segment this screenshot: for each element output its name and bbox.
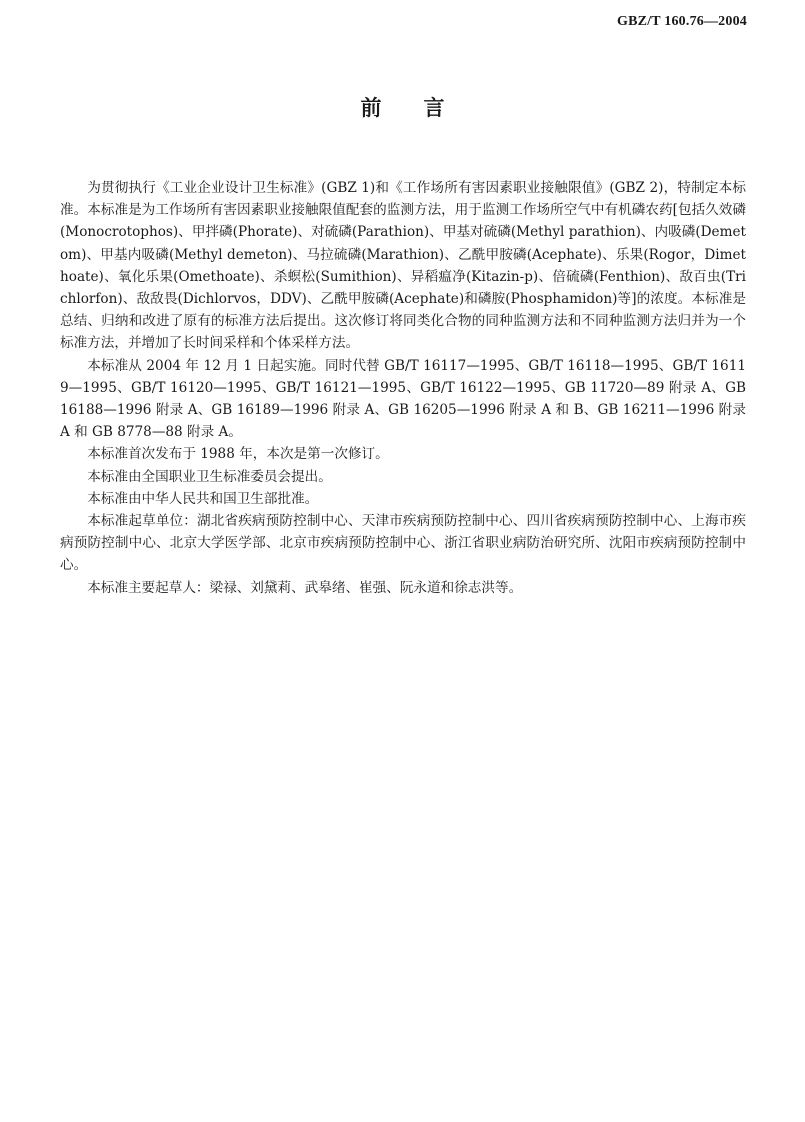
paragraph-purpose: 为贯彻执行《工业企业设计卫生标准》(GBZ 1)和《工作场所有害因素职业接触限值》(GBZ 2)，特制定本标准。本标准是为工作场所有害因素职业接触限值配套的监测方法，用于监测工作场所空气中有机磷农药[包括久效磷(Monocrotophos)、甲拌磷(Phorate)、对硫磷(Parathion)、甲基对硫磷(Methyl parathion)、内吸磷(Demetom)、甲基内吸磷(Methyl demeton)、马拉硫磷(Marathion)、乙酰甲胺磷(Acephate)、乐果(Rogor，Dimethoate)、氧化乐果(Omethoate)、杀螟松(Sumithion)、异稻瘟净(Kitazin-p)、倍硫磷(Fenthion)、敌百虫(Trichlorfon)、敌敌畏(Dichlorvos，DDV)、乙酰甲胺磷(Acephate)和磷胺(Phosphamidon)等]的浓度。本标准是总结、归纳和改进了原有的标准方法后提出。这次修订将同类化合物的同种监测方法和不同种监测方法归并为一个标准方法，并增加了长时间采样和个体采样方法。 — [60, 180, 746, 352]
title-char-2: 言 — [423, 96, 445, 120]
paragraph-first-issue: 本标准首次发布于 1988 年，本次是第一次修订。 — [87, 446, 389, 463]
page-title — [0, 92, 805, 122]
paragraph-proposed-by: 本标准由全国职业卫生标准委员会提出。 — [87, 468, 332, 485]
paragraph-effective-date: 本标准从 2004 年 12 月 1 日起实施。同时代替 GB/T 16117—1995、GB/T 16118—1995、GB/T 16119—1995、GB/T 16120—1995、GB/T 16121—1995、GB/T 16122—1995、GB 11720—89 附录 A、GB 16188—1996 附录 A、GB 16189—1996 附录 A、GB 16205—1996 附录 A 和 B、GB 16211—1996 附录 A 和 GB 8778—88 附录 A。 — [60, 357, 746, 441]
standard-number-header: GBZ/T 160.76—2004 — [617, 14, 747, 29]
paragraph-approved-by: 本标准由中华人民共和国卫生部批准。 — [87, 490, 319, 507]
paragraph-drafting-units: 本标准起草单位：湖北省疾病预防控制中心、天津市疾病预防控制中心、四川省疾病预防控制中心、上海市疾病预防控制中心、北京大学医学部、北京市疾病预防控制中心、浙江省职业病防治研究所、沈阳市疾病预防控制中心。 — [60, 513, 746, 574]
title-char-1: 前 — [360, 96, 382, 120]
foreword-body — [60, 177, 746, 599]
paragraph-drafters: 本标准主要起草人：梁禄、刘黛莉、武皋绪、崔强、阮永道和徐志洪等。 — [87, 579, 523, 596]
